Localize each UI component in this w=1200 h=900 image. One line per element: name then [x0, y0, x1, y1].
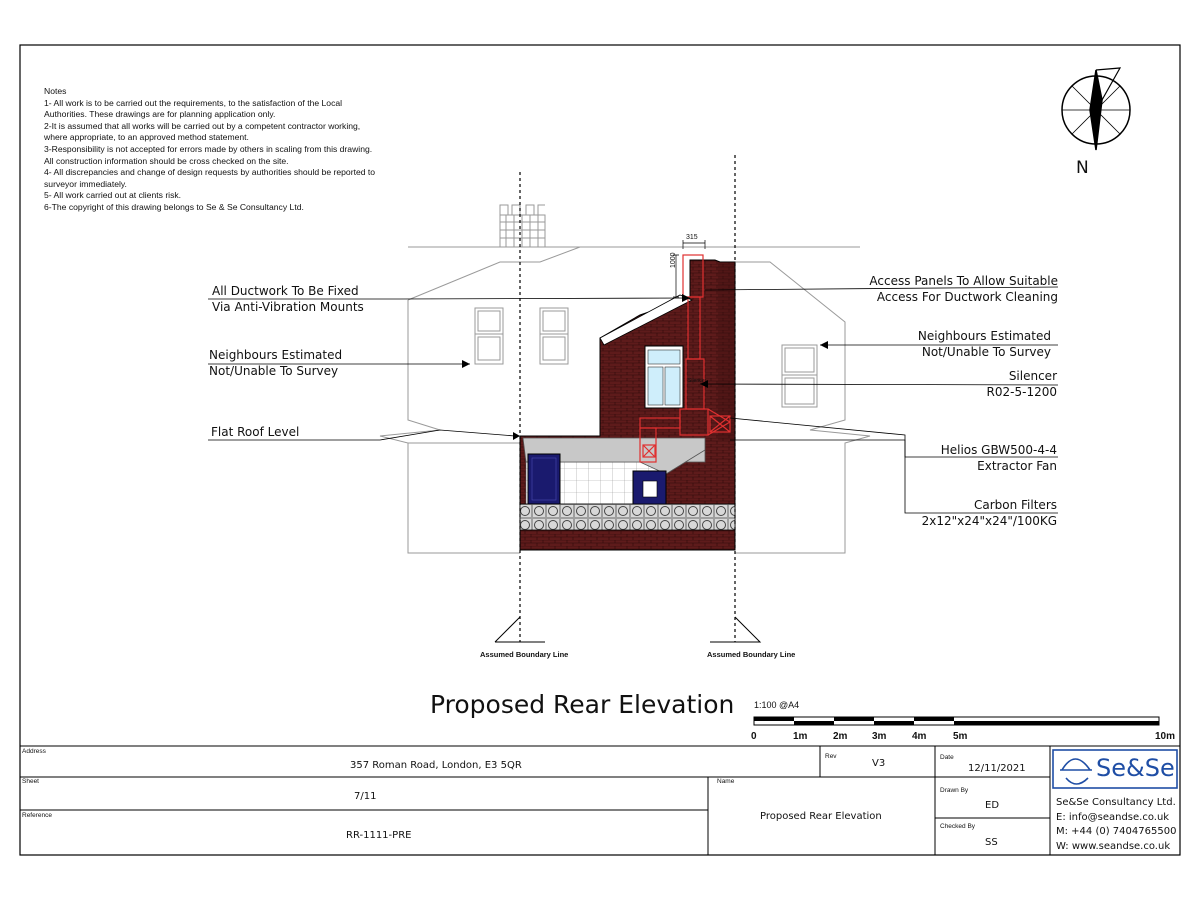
scale-tick: 2m	[833, 731, 848, 742]
rev-label: Rev	[825, 753, 837, 760]
silencer-line-1: Silencer	[1008, 369, 1057, 383]
north-label: N	[1076, 158, 1089, 178]
access-line-1: Access Panels To Allow Suitable	[869, 274, 1058, 288]
fan-line-2: Extractor Fan	[977, 459, 1057, 473]
address-value: 357 Roman Road, London, E3 5QR	[350, 760, 522, 771]
boundary-label-right: Assumed Boundary Line	[707, 650, 796, 659]
neighbours-right-line-2: Not/Unable To Survey	[921, 345, 1051, 359]
address-label: Address	[22, 748, 46, 755]
drawn-by-value: ED	[985, 800, 1000, 811]
company-web: W: www.seandse.co.uk	[1056, 840, 1171, 852]
neighbours-left-line-2: Not/Unable To Survey	[209, 364, 339, 378]
company-logo-text: Se&Se	[1096, 754, 1175, 782]
flat-roof-label: Flat Roof Level	[211, 425, 300, 439]
name-label: Name	[717, 778, 735, 785]
note-line: 2-It is assumed that all works will be carried out by a competent contractor working,	[44, 120, 361, 131]
checked-by-label: Checked By	[940, 823, 976, 830]
notes-block	[44, 86, 454, 214]
scale-tick: 10m	[1155, 731, 1176, 742]
date-value: 12/11/2021	[968, 763, 1026, 774]
fan-line-1: Helios GBW500-4-4	[940, 443, 1057, 457]
checked-by-value: SS	[985, 837, 998, 848]
silencer-line-2: R02-5-1200	[986, 385, 1057, 399]
scale-tick: 4m	[912, 731, 927, 742]
reference-value: RR-1111-PRE	[346, 830, 412, 841]
sheet-value: 7/11	[354, 791, 377, 802]
reference-label: Reference	[22, 812, 52, 819]
name-value: Proposed Rear Elevation	[760, 811, 882, 822]
sheet-label: Sheet	[22, 778, 39, 785]
scale-tick: 3m	[872, 731, 887, 742]
note-line: All construction information should be cross checked on the site.	[44, 155, 289, 166]
boundary-label-left: Assumed Boundary Line	[480, 650, 569, 659]
scale-tick: 5m	[953, 731, 968, 742]
north-arrow-icon	[1062, 68, 1130, 150]
access-panels-label	[869, 273, 1058, 305]
access-line-2: Access For Ductwork Cleaning	[876, 290, 1058, 304]
filters-line-2: 2x12"x24"x24"/100KG	[921, 514, 1057, 528]
neighbours-right-label	[918, 328, 1051, 360]
neighbours-right-line-1: Neighbours Estimated	[917, 329, 1051, 343]
filters-line-1: Carbon Filters	[973, 498, 1057, 512]
drawn-by-label: Drawn By	[940, 787, 969, 794]
ductwork-line-2: Via Anti-Vibration Mounts	[212, 300, 364, 314]
note-line: Authorities. These drawings are for planning application only.	[44, 109, 276, 120]
rev-value: V3	[872, 758, 886, 769]
dimension-width-label: 315	[686, 234, 698, 241]
company-email: E: info@seandse.co.uk	[1056, 811, 1170, 823]
drawing-title: Proposed Rear Elevation	[430, 690, 735, 719]
silencer-label	[987, 368, 1057, 400]
carbon-filters-label	[922, 497, 1057, 529]
extractor-fan-label	[941, 442, 1057, 474]
company-details	[1056, 796, 1176, 854]
notes-heading: Notes	[44, 86, 67, 96]
scale-label: 1:100 @A4	[754, 700, 800, 710]
date-label: Date	[940, 754, 954, 761]
scale-tick: 0	[751, 731, 757, 742]
note-line: 6-The copyright of this drawing belongs to Se & Se Consultancy Ltd.	[44, 201, 304, 212]
company-phone: M: +44 (0) 7404765500	[1056, 826, 1177, 838]
note-line: 5- All work carried out at clients risk.	[44, 190, 182, 201]
scale-bar	[754, 717, 1159, 725]
dimension-height-label: 1000	[670, 252, 677, 268]
note-line: 4- All discrepancies and change of design requests by authorities should be reported to	[44, 167, 376, 178]
neighbours-left-label	[209, 347, 342, 379]
scale-tick: 1m	[793, 731, 808, 742]
rear-extension	[520, 260, 735, 550]
note-line: 1- All work is to be carried out the requirements, to the satisfaction of the Local	[44, 97, 343, 108]
silencer-tag: Silencer	[688, 378, 707, 384]
note-line: 3-Responsibility is not accepted for errors made by others in scaling from this drawing.	[44, 143, 373, 154]
neighbours-left-line-1: Neighbours Estimated	[209, 348, 343, 362]
note-line: where appropriate, to an approved method statement.	[44, 132, 249, 143]
note-line: surveyor immediately.	[44, 178, 127, 189]
ductwork-label	[212, 283, 364, 315]
boundary-markers	[495, 617, 760, 642]
ductwork-line-1: All Ductwork To Be Fixed	[212, 284, 359, 298]
company-name: Se&Se Consultancy Ltd.	[1056, 797, 1176, 808]
